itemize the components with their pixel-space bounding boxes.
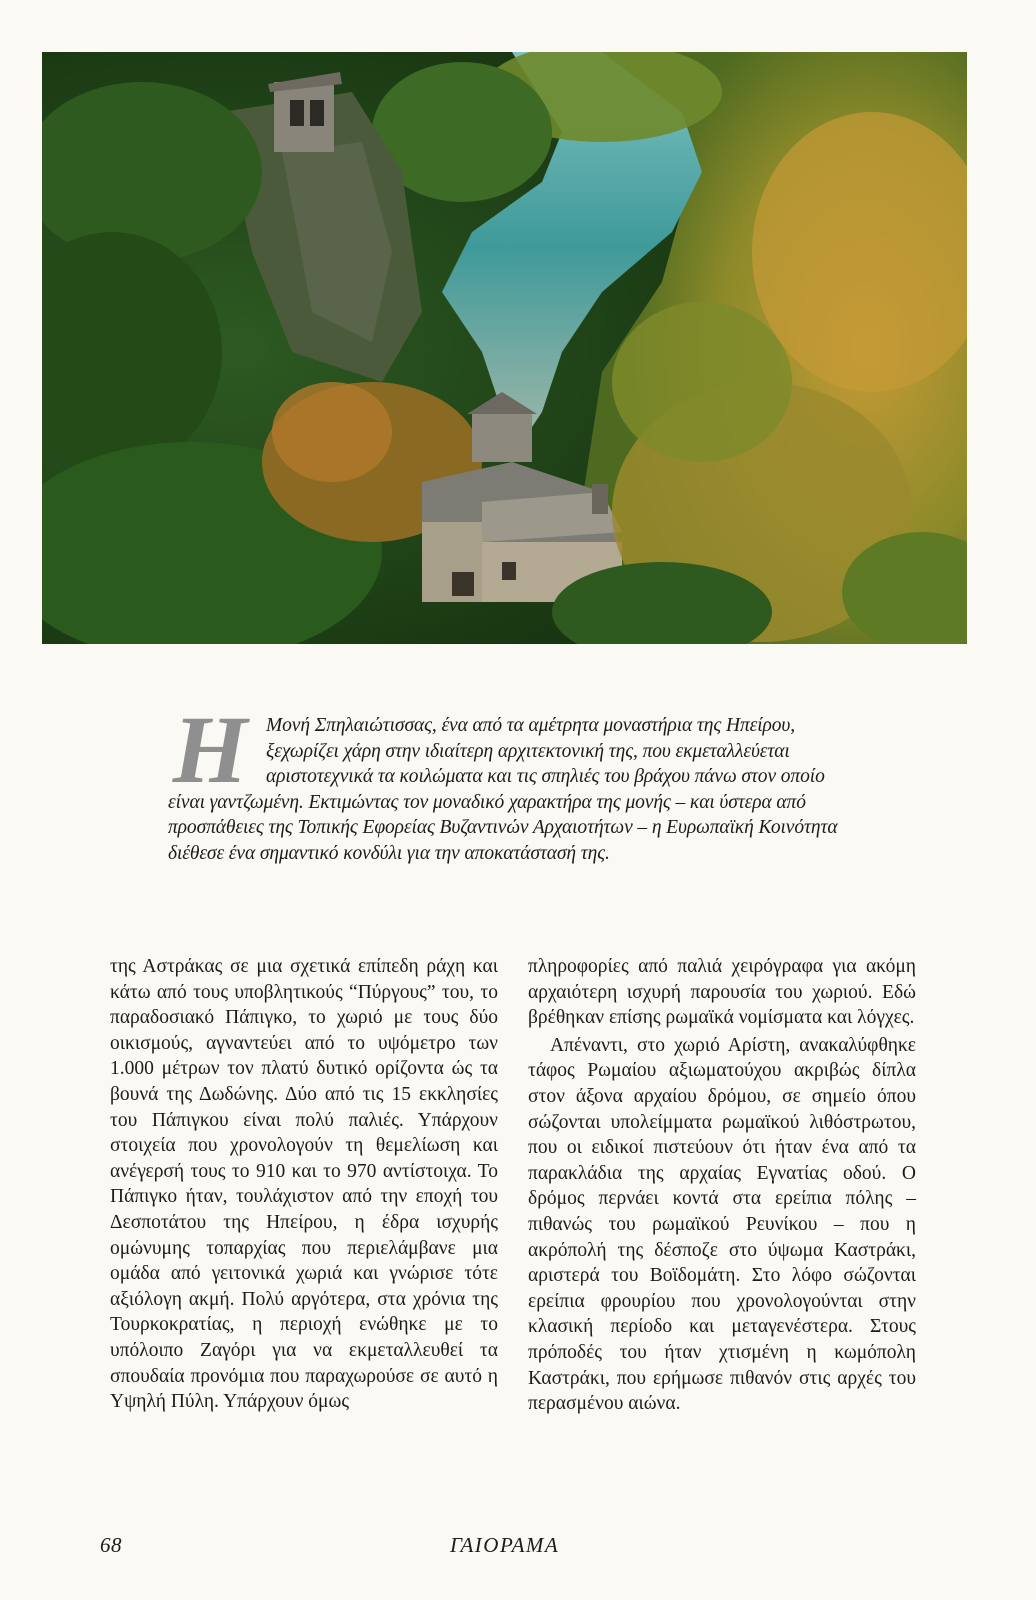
body-paragraph: πληροφορίες από παλιά χειρόγραφα για ακόμη αρχαιότερη ισχυρή παρουσία του χωριού. Εδώ βρέθηκαν επίσης ρωμαϊκά νομίσματα και λόγχες. [528, 956, 916, 1029]
photo-illustration [42, 52, 967, 644]
photo-caption [168, 696, 848, 866]
body-column-left [110, 954, 498, 1415]
body-paragraph: Απέναντι, στο χωριό Αρίστη, ανακαλύφθηκε τάφος Ρωμαίου αξιωματούχου ακριβώς δίπλα στον άξονα αρχαίου δρόμου, σε σημείο όπου σώζονται υπολείμματα ρωμαϊκού λιθόστρωτου, που οι ειδικοί πιστεύουν ότι ήταν ένα από τα παρακλάδια της αρχαίας Εγνατίας οδού. Ο δρόμος περνάει κοντά στα ερείπια πόλης – πιθανώς του ρωμαϊκού Ρευνίκου – που η ακρόπολή της δέσποζε στο ύψωμα Καστράκι, αριστερά του Βοϊδομάτη. Στο λόφο σώζονται ερείπια φρουρίου που χρονολογούνται στην κλασική περίοδο και μεταγενέστερα. Στους πρόποδές του ήταν χτισμένη η κωμόπολη Καστράκι, που ερήμωσε πιθανόν στις αρχές του περασμένου αιώνα. [528, 1034, 916, 1415]
body-paragraph: της Αστράκας σε μια σχετικά επίπεδη ράχη και κάτω από τους υποβλητικούς “Πύργους” του, το παραδοσιακό Πάπιγκο, το χωριό με τους δύο οικισμούς, αγναντεύει από το υψόμετρο των 1.000 μέτρων τον πλατύ δυτικό ορίζοντα ώς τα βουνά της Δωδώνης. Δύο από τις 15 εκκλησίες του Πάπιγκου είναι πολύ παλιές. Υπάρχουν στοιχεία που χρονολογούν τη θεμελίωση και ανέγερσή τους το 910 και το 970 αντίστοιχα. Το Πάπιγκο ήταν, τουλάχιστον από την εποχή του Δεσποτάτου της Ηπείρου, η έδρα ισχυρής ομώνυμης τοπαρχίας που περιελάμβανε μια ομάδα από γειτονικά χωριά και γνώρισε τότε αξιόλογη ακμή. Πολύ αργότερα, στα χρόνια της Τουρκοκρατίας, η περιοχή ενώθηκε με το υπόλοιπο Ζαγόρι για να εκμεταλλευθεί τα σπουδαία προνόμια που παραχωρούσε σε αυτό η Υψηλή Πύλη. Υπάρχουν όμως [110, 956, 498, 1413]
body-column-right [528, 954, 916, 1417]
magazine-name: ΓΑΙΟΡΑΜΑ [450, 1533, 560, 1557]
drop-cap: Η [170, 715, 250, 785]
caption-text: Μονή Σπηλαιώτισσας, ένα από τα αμέτρητα μοναστήρια της Ηπείρου, ξεχωρίζει χάρη στην ιδιαίτερη αρχιτεκτονική της, που εκμεταλλεύεται αριστοτεχνικά τα κοιλώματα και τις σπηλιές του βράχου πάνω στον οποίο είναι γαντζωμένη. Εκτιμώντας τον μοναδικό χαρακτήρα της μονής – και ύστερα από προσπάθειες της Τοπικής Εφορείας Βυζαντινών Αρχαιοτήτων – η Ευρωπαϊκή Κοινότητα διέθεσε ένα σημαντικό κονδύλι για την αποκατάστασή της. [168, 715, 838, 864]
page-number: 68 [100, 1533, 122, 1557]
monastery-photo [42, 52, 967, 644]
